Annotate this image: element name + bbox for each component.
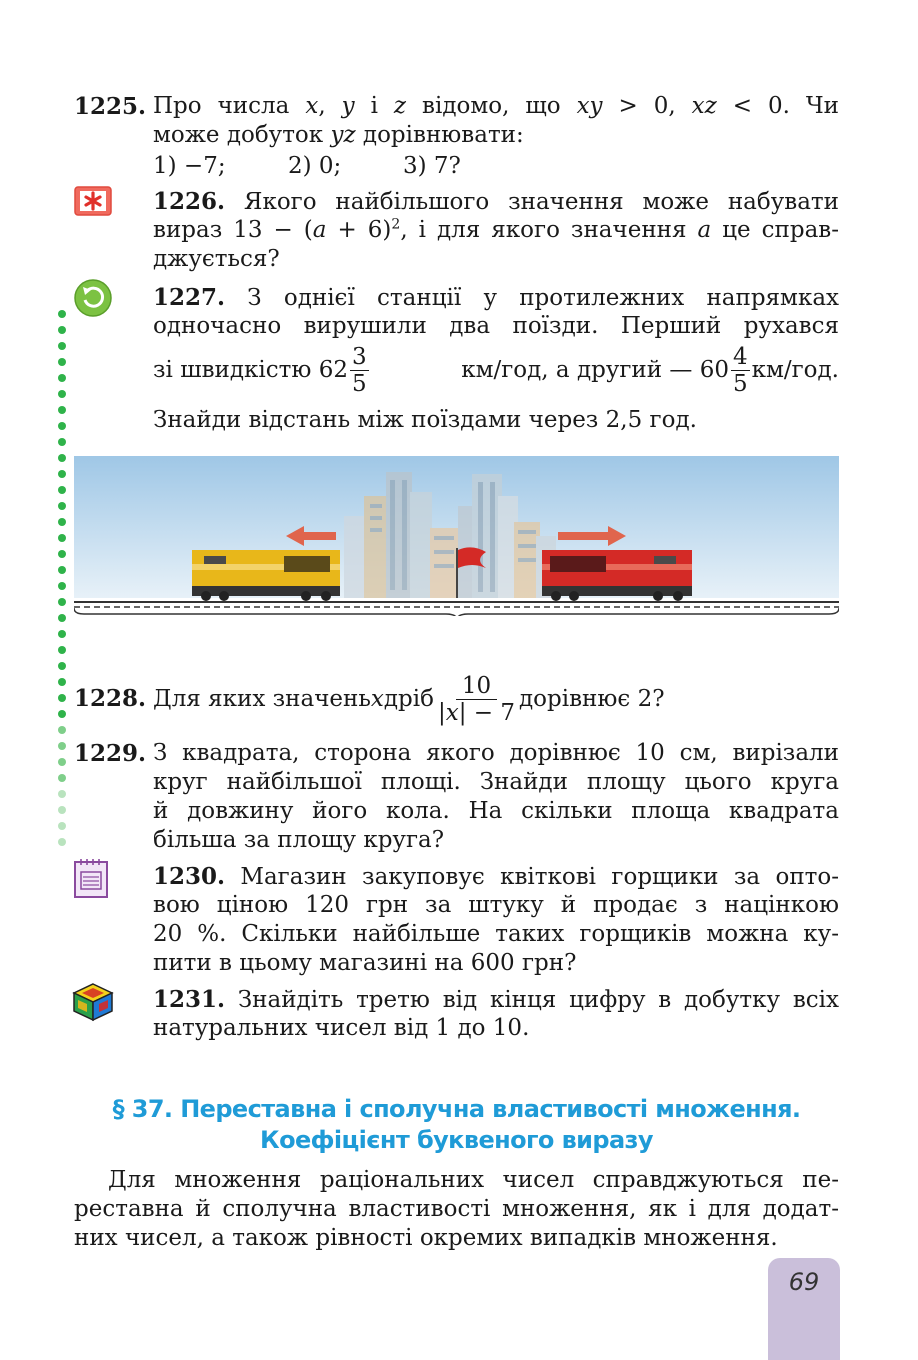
margin-dot (58, 358, 66, 366)
problem-1229-line3: й довжину його кола. На скільки площа квадрата (153, 798, 839, 824)
paragraph-line2: реставна й сполучна властивості множення, як і для додат- (74, 1196, 839, 1222)
margin-dot (58, 710, 66, 718)
margin-dot (58, 502, 66, 510)
right-train (542, 550, 692, 601)
left-train (192, 550, 340, 601)
margin-dot (58, 550, 66, 558)
margin-dot (58, 678, 66, 686)
margin-dot (58, 806, 66, 814)
page-number: 69 (788, 1268, 820, 1296)
margin-dot (58, 582, 66, 590)
margin-dot (58, 406, 66, 414)
fraction-3-5: $\frac{3}{5}$ (351, 344, 367, 397)
problem-number-1229: 1229. (74, 740, 147, 767)
page-number-tab (768, 1258, 840, 1360)
margin-dot (58, 662, 66, 670)
problem-1231-line2: натуральних чисел від 1 до 10. (153, 1015, 530, 1041)
problem-1227-line3: зі швидкістю 62 $\frac{3}{5}$ км/год, а другий — 60 $\frac{4}{5}$ км/год. (153, 344, 839, 397)
problem-number-1225: 1225. (74, 93, 147, 120)
margin-dot (58, 630, 66, 638)
problem-1227-line2: одночасно вирушили два поїзди. Перший рухався (153, 313, 839, 339)
problem-1229-line1: З квадрата, сторона якого дорівнює 10 см, вирізали (153, 740, 839, 766)
rubik-cube-icon (72, 982, 114, 1026)
section-heading-line2: Коефіцієнт буквеного виразу (260, 1126, 653, 1154)
margin-dot (58, 438, 66, 446)
problem-1226-line3: джується? (153, 246, 280, 272)
margin-dot (58, 374, 66, 382)
star-box-icon (74, 186, 112, 220)
margin-dot (58, 646, 66, 654)
margin-dot (58, 822, 66, 830)
margin-dot (58, 390, 66, 398)
margin-dot (58, 486, 66, 494)
problem-number-1227: 1227. (153, 284, 226, 311)
problem-1226-line1: 1226. Якого найбільшого значення може набувати (153, 188, 839, 215)
problem-1229-line2: круг найбільшої площі. Знайди площу цього круга (153, 769, 839, 795)
problem-number-1230: 1230. (153, 863, 226, 890)
problem-1230-line3: 20 %. Скільки найбільше таких горщиків можна ку- (153, 921, 839, 947)
margin-dot (58, 694, 66, 702)
margin-dot (58, 342, 66, 350)
margin-dot (58, 598, 66, 606)
problem-1226-line2: вираз $13 - (a + 6)^2$, і для якого значення a це справ- (153, 216, 840, 243)
refresh-circle-icon (73, 278, 113, 322)
problem-1228-text: Для яких значень x дріб $\frac{10}{|x| - 7}$ дорівнює 2? (153, 672, 665, 726)
problem-1230-line1: 1230. Магазин закуповує квіткові горщики за опто- (153, 863, 839, 890)
problem-1230-line2: вою ціною 120 грн за штуку й продає з націнкою (153, 892, 839, 918)
problem-1225-option1: 1) −7; (153, 153, 226, 179)
margin-dot (58, 422, 66, 430)
margin-dot (58, 726, 66, 734)
problem-1225-line1: Про числа x, y і z відомо, що xy > 0, xz < 0. Чи (153, 93, 840, 119)
section-heading-line1: § 37. Переставна і сполучна властивості множення. (112, 1095, 801, 1123)
problem-1225-line2: може добуток yz дорівнювати: (153, 122, 524, 148)
margin-dot (58, 838, 66, 846)
problem-1231-line1: 1231. Знайдіть третю від кінця цифру в добутку всіх (153, 986, 839, 1013)
fraction-4-5: $\frac{4}{5}$ (732, 344, 748, 397)
paragraph-line3: них чисел, а також рівності окремих випадків множення. (74, 1225, 778, 1251)
margin-dot (58, 326, 66, 334)
problem-1225-option2: 2) 0; (288, 153, 342, 179)
margin-dot (58, 566, 66, 574)
notebook-icon (74, 858, 108, 902)
trains-illustration (74, 456, 839, 616)
margin-dot (58, 742, 66, 750)
margin-dot (58, 758, 66, 766)
problem-1230-line4: пити в цьому магазині на 600 грн? (153, 950, 577, 976)
problem-number-1231: 1231. (153, 986, 226, 1013)
margin-dot (58, 470, 66, 478)
problem-1227-line4: Знайди відстань між поїздами через 2,5 год. (153, 407, 697, 433)
margin-dot (58, 454, 66, 462)
problem-number-1226: 1226. (153, 188, 226, 215)
margin-dot (58, 614, 66, 622)
paragraph-line1: Для множення раціональних чисел справджуються пе- (108, 1167, 839, 1193)
margin-dotted-line (58, 310, 68, 850)
fraction-10-over-abs-x-minus-7: $\frac{10}{|x| - 7}$ (437, 672, 515, 726)
margin-dot (58, 774, 66, 782)
margin-dot (58, 310, 66, 318)
margin-dot (58, 790, 66, 798)
problem-1229-line4: більша за площу круга? (153, 827, 445, 853)
margin-dot (58, 534, 66, 542)
problem-1227-line1: 1227. З однієї станції у протилежних напрямках (153, 284, 839, 311)
problem-number-1228: 1228. (74, 685, 147, 712)
margin-dot (58, 518, 66, 526)
problem-1225-option3: 3) 7? (403, 153, 461, 179)
